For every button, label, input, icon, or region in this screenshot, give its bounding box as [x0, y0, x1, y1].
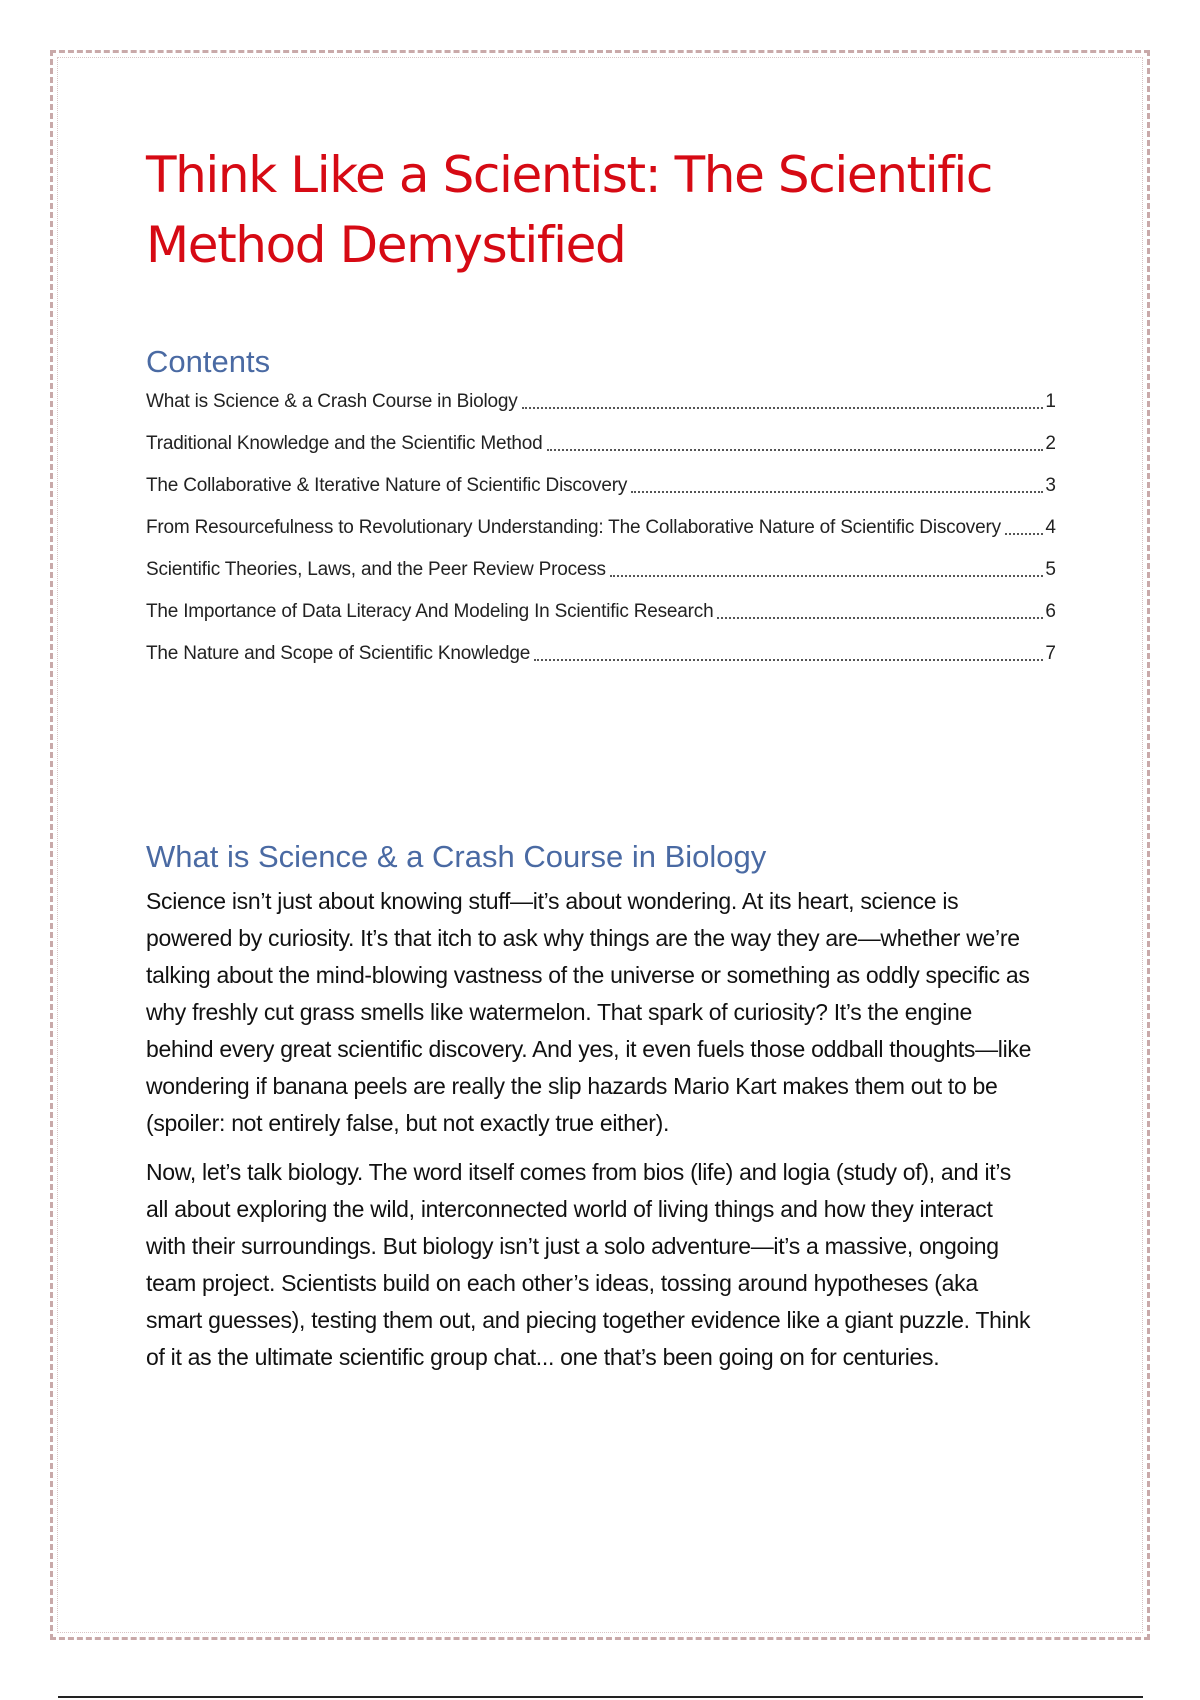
toc-page-number: 5: [1045, 559, 1056, 580]
toc-entry-7[interactable]: [146, 638, 1056, 669]
table-of-contents: [146, 386, 1056, 669]
footer-divider: [58, 1696, 1143, 1698]
contents-heading: Contents: [146, 344, 271, 379]
document-page: [146, 140, 1056, 1376]
toc-entry-2[interactable]: [146, 428, 1056, 459]
toc-page-number: 2: [1045, 433, 1056, 454]
toc-dot-leader: [631, 491, 1043, 493]
toc-entry-text: The Nature and Scope of Scientific Knowledge: [146, 643, 531, 664]
toc-entry-1[interactable]: [146, 386, 1056, 417]
toc-dot-leader: [610, 575, 1044, 577]
toc-dot-leader: [534, 659, 1043, 661]
toc-page-number: 3: [1045, 475, 1056, 496]
toc-entry-text: The Collaborative & Iterative Nature of Scientific Discovery: [146, 475, 628, 496]
toc-page-number: 4: [1045, 517, 1056, 538]
toc-dot-leader: [547, 449, 1044, 451]
toc-dot-leader: [1005, 533, 1044, 535]
toc-dot-leader: [522, 407, 1044, 409]
toc-entry-3[interactable]: [146, 470, 1056, 501]
toc-page-number: 1: [1045, 391, 1056, 412]
section-heading: What is Science & a Crash Course in Biology: [146, 839, 767, 874]
toc-page-number: 7: [1045, 643, 1056, 664]
toc-entry-text: Scientific Theories, Laws, and the Peer Review Process: [146, 559, 606, 580]
toc-entry-text: What is Science & a Crash Course in Biology: [146, 391, 518, 412]
body-paragraph: Now, let’s talk biology. The word itself comes from bios (life) and logia (study of), and it’s all about exploring the wild, interconnected world of living things and how they interact with their surroundings. But biology isn’t just a solo adventure—it’s a massive, ongoing team project. Scientists build on each other’s ideas, tossing around hypotheses (aka smart guesses), testing them out, and piecing together evidence like a giant puzzle. Think of it as the ultimate scientific group chat... one that’s been going on for centuries.: [146, 1159, 1031, 1370]
toc-entry-6[interactable]: [146, 596, 1056, 627]
toc-entry-text: Traditional Knowledge and the Scientific Method: [146, 433, 543, 454]
toc-page-number: 6: [1045, 601, 1056, 622]
toc-dot-leader: [717, 617, 1043, 619]
toc-entry-5[interactable]: [146, 554, 1056, 585]
body-paragraph: Science isn’t just about knowing stuff—it’s about wondering. At its heart, science is powered by curiosity. It’s that itch to ask why things are the way they are—whether we’re talking about the mind-blowing vastness of the universe or something as oddly specific as why freshly cut grass smells like watermelon. That spark of curiosity? It’s the engine behind every great scientific discovery. And yes, it even fuels those oddball thoughts—like wondering if banana peels are really the slip hazards Mario Kart makes them out to be (spoiler: not entirely false, but not exactly true either).: [146, 888, 1032, 1136]
toc-entry-text: The Importance of Data Literacy And Modeling In Scientific Research: [146, 601, 714, 622]
document-title: Think Like a Scientist: The Scientific Method Demystified: [146, 146, 992, 274]
toc-entry-text: From Resourcefulness to Revolutionary Understanding: The Collaborative Nature of Scientific Discovery: [146, 517, 1001, 538]
toc-entry-4[interactable]: [146, 512, 1056, 543]
